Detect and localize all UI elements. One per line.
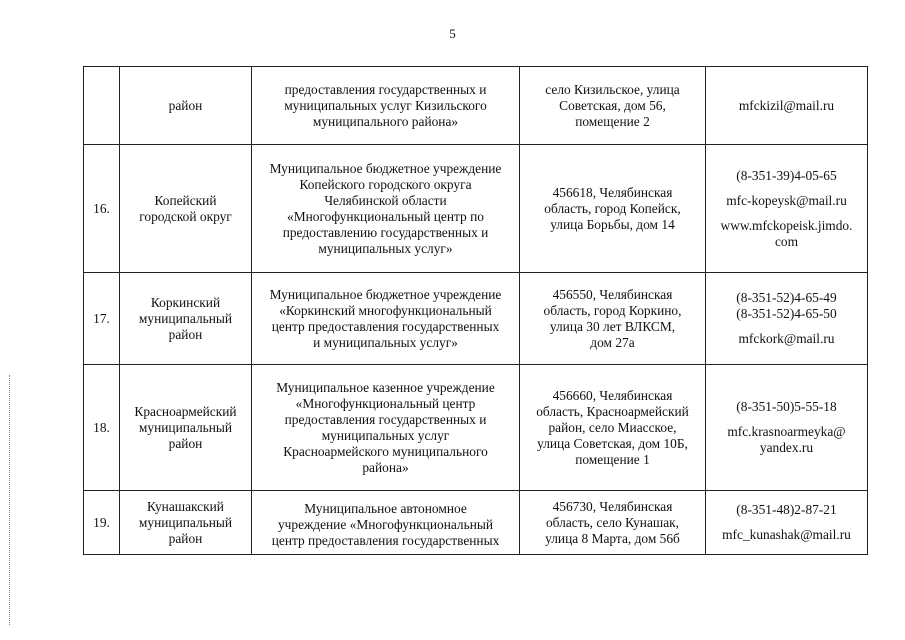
district-line: район — [168, 326, 203, 342]
phone-text: (8-351-52)4-65-49 — [736, 290, 837, 305]
row-number-cell: 19. — [84, 491, 120, 555]
address-line: Советская, дом 56, — [559, 97, 666, 113]
organization-cell — [252, 145, 520, 273]
organization-line: Челябинской области — [324, 192, 447, 208]
address-line: 456730, Челябинская — [552, 498, 673, 514]
organization-cell — [252, 273, 520, 365]
address-line: дом 27а — [590, 334, 635, 350]
address-line: улица 8 Марта, дом 56б — [545, 530, 680, 546]
address-cell — [520, 273, 706, 365]
organization-line: Муниципальное бюджетное учреждение — [269, 160, 502, 176]
district-line: муниципальный — [138, 514, 233, 530]
address-line: село Кизильское, улица — [545, 81, 680, 97]
row-number-cell: 17. — [84, 273, 120, 365]
address-line: область, город Копейск, — [544, 200, 681, 216]
organization-line: муниципальных услуг — [321, 427, 450, 443]
email-text: mfc_kunashak@mail.ru — [722, 527, 851, 542]
organization-line: Красноармейского муниципального — [283, 443, 488, 459]
district-line: муниципальный — [138, 419, 233, 435]
district-line: муниципальный — [138, 310, 233, 326]
district-line: район — [168, 530, 203, 546]
website-text: com — [774, 233, 799, 249]
district-line: Копейский — [154, 192, 217, 208]
row-number-cell: 18. — [84, 365, 120, 491]
organization-line: центр предоставления государственных — [271, 533, 500, 548]
address-line: 456618, Челябинская — [552, 184, 673, 200]
organization-cell — [252, 491, 520, 555]
address-line: улица Советская, дом 10Б, — [537, 435, 688, 451]
page-number: 5 — [449, 26, 456, 41]
table-row — [84, 273, 868, 365]
organization-line: Копейского городского округа — [299, 176, 472, 192]
district-line: Кунашакский — [147, 498, 224, 514]
district-cell — [120, 67, 252, 145]
email-text: mfckizil@mail.ru — [738, 97, 835, 113]
email-text: mfc.krasnoarmeyka@ — [727, 424, 846, 439]
organization-line: Муниципальное бюджетное учреждение — [269, 286, 502, 302]
address-line: улица 30 лет ВЛКСМ, — [549, 318, 676, 334]
mfc-directory-table — [83, 66, 868, 555]
row-number-cell: 16. — [84, 145, 120, 273]
organization-line: «Коркинский многофункциональный — [279, 302, 492, 318]
phone-text: (8-351-48)2-87-21 — [736, 502, 837, 517]
address-line: 456660, Челябинская — [552, 387, 673, 403]
contacts-cell — [706, 365, 868, 491]
organization-line: предоставления государственных и — [284, 81, 487, 97]
district-line: район — [168, 435, 203, 451]
organization-line: муниципальных услуг Кизильского — [284, 97, 487, 113]
address-line: помещение 1 — [575, 451, 650, 467]
organization-cell — [252, 67, 520, 145]
organization-cell — [252, 365, 520, 491]
organization-line: «Многофункциональный центр по — [287, 208, 484, 224]
table-row-continuation — [84, 67, 868, 145]
organization-line: муниципального района» — [312, 113, 459, 129]
organization-line: предоставлению государственных и — [282, 224, 489, 240]
district-cell — [120, 145, 252, 273]
email-text: mfckork@mail.ru — [738, 331, 835, 346]
address-line: улица Борьбы, дом 14 — [550, 216, 675, 232]
contacts-cell — [706, 145, 868, 273]
address-line: область, Красноармейский — [536, 403, 689, 419]
phone-text: (8-351-52)4-65-50 — [736, 306, 837, 321]
organization-line: учреждение «Многофункциональный — [277, 517, 494, 532]
district-cell — [120, 273, 252, 365]
email-text: yandex.ru — [759, 440, 814, 455]
contacts-cell — [706, 273, 868, 365]
address-cell — [520, 145, 706, 273]
address-cell — [520, 67, 706, 145]
address-line: область, село Кунашак, — [545, 514, 679, 530]
address-cell — [520, 365, 706, 491]
district-line: Красноармейский — [134, 403, 237, 419]
table-row — [84, 145, 868, 273]
address-line: область, город Коркино, — [543, 302, 682, 318]
email-text: mfc-kopeysk@mail.ru — [726, 192, 847, 208]
address-line: 456550, Челябинская — [552, 286, 673, 302]
organization-line: Муниципальное автономное — [304, 501, 467, 516]
phone-text: (8-351-50)5-55-18 — [736, 399, 837, 414]
phone-text: (8-351-39)4-05-65 — [736, 167, 837, 183]
row-number-cell — [84, 67, 120, 145]
district-cell — [120, 491, 252, 555]
address-cell — [520, 491, 706, 555]
organization-line: района» — [362, 459, 409, 475]
address-line: район, село Миасское, — [548, 419, 677, 435]
district-cell — [120, 365, 252, 491]
address-line: помещение 2 — [575, 113, 650, 129]
website-text: www.mfckopeisk.jimdo. — [720, 217, 853, 233]
organization-line: предоставления государственных и — [284, 411, 487, 427]
organization-line: центр предоставления государственных — [271, 318, 500, 334]
organization-line: муниципальных услуг» — [318, 240, 453, 256]
contacts-cell — [706, 491, 868, 555]
district-line: Коркинский — [150, 294, 221, 310]
organization-line: «Многофункциональный центр — [295, 395, 476, 411]
contacts-cell — [706, 67, 868, 145]
table-row — [84, 491, 868, 555]
table-row — [84, 365, 868, 491]
margin-rule — [9, 375, 10, 625]
organization-line: и муниципальных услуг» — [313, 334, 458, 350]
district-line: городской округ — [139, 208, 232, 224]
organization-line: Муниципальное казенное учреждение — [276, 379, 495, 395]
district-line: район — [168, 97, 203, 113]
